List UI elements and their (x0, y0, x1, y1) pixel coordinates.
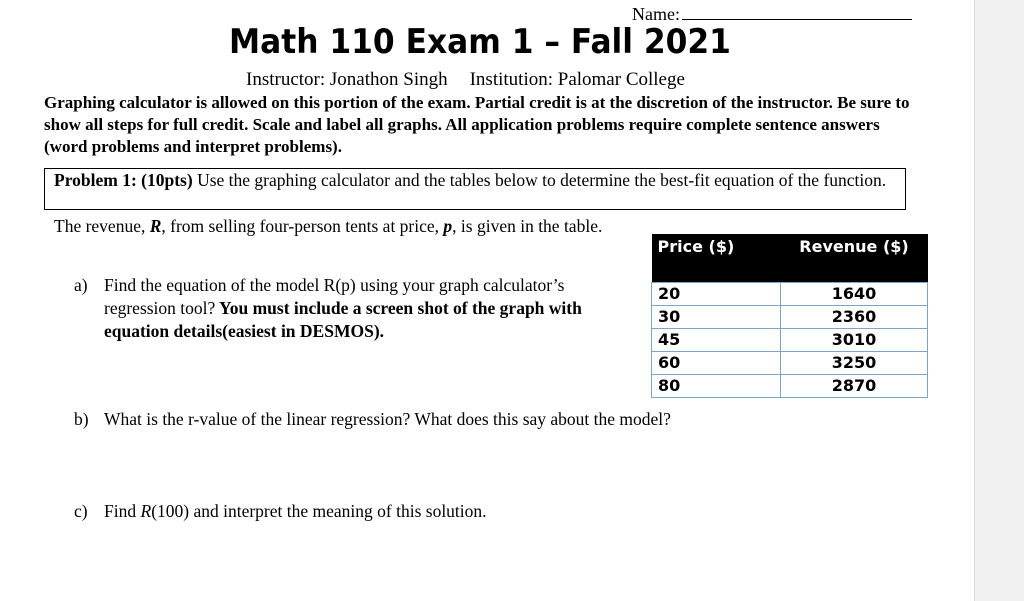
question-b (74, 409, 671, 430)
var-R-c: R (140, 501, 152, 521)
question-c-label: c) (74, 501, 88, 521)
header-price: Price ($) (652, 234, 781, 283)
exam-title: Math 110 Exam 1 – Fall 2021 (229, 22, 731, 62)
cell-revenue: 3010 (781, 329, 928, 352)
var-R: R (149, 216, 162, 236)
cell-revenue: 2870 (781, 375, 928, 398)
question-a-bold: You must include a screen shot of the graph with equation details(easiest in DESMOS). (104, 298, 582, 341)
problem-1-statement (54, 170, 894, 190)
name-blank-line[interactable] (682, 5, 912, 20)
cell-price: 20 (652, 283, 781, 306)
price-revenue-table (651, 234, 928, 398)
course-info (246, 69, 707, 91)
question-a (74, 274, 634, 343)
table-row (652, 283, 928, 306)
question-a-text: Find the equation of the model R(p) using your graph calculator’s regression tool? (104, 275, 565, 318)
cell-price: 45 (652, 329, 781, 352)
question-c (74, 501, 487, 522)
cell-revenue: 1640 (781, 283, 928, 306)
cell-price: 30 (652, 306, 781, 329)
intro-text-1: The revenue, (54, 216, 150, 236)
intro-text-3: , is given in the table. (452, 216, 603, 236)
table-row (652, 375, 928, 398)
problem-intro (54, 215, 634, 237)
question-a-label: a) (74, 275, 88, 295)
problem-1-text: Use the graphing calculator and the tables below to determine the best-fit equation of the function. (192, 170, 887, 190)
cell-revenue: 2360 (781, 306, 928, 329)
instructor-text: Instructor: Jonathon Singh (246, 69, 448, 90)
question-c-text-2: (100) and interpret the meaning of this solution. (151, 501, 487, 521)
cell-price: 60 (652, 352, 781, 375)
exam-instructions: Graphing calculator is allowed on this portion of the exam. Partial credit is at the discretion of the instructor. Be sure to show all steps for full credit. Scale and label all graphs. All application problems require complete sentence answers (word problems and interpret problems). (44, 93, 910, 156)
question-b-text: What is the r-value of the linear regression? What does this say about the model? (104, 409, 671, 429)
var-p: p (443, 216, 453, 236)
table-row (652, 352, 928, 375)
question-b-label: b) (74, 409, 89, 429)
institution-text: Institution: Palomar College (469, 69, 685, 90)
side-panel (974, 0, 1024, 601)
cell-revenue: 3250 (781, 352, 928, 375)
intro-text-2: , from selling four-person tents at price, (161, 216, 444, 236)
table-row (652, 329, 928, 352)
header-revenue: Revenue ($) (781, 234, 928, 283)
table-row (652, 306, 928, 329)
question-c-text-1: Find (104, 501, 141, 521)
name-label: Name: (632, 4, 680, 24)
cell-price: 80 (652, 375, 781, 398)
problem-1-heading: Problem 1: (10pts) (54, 170, 193, 190)
